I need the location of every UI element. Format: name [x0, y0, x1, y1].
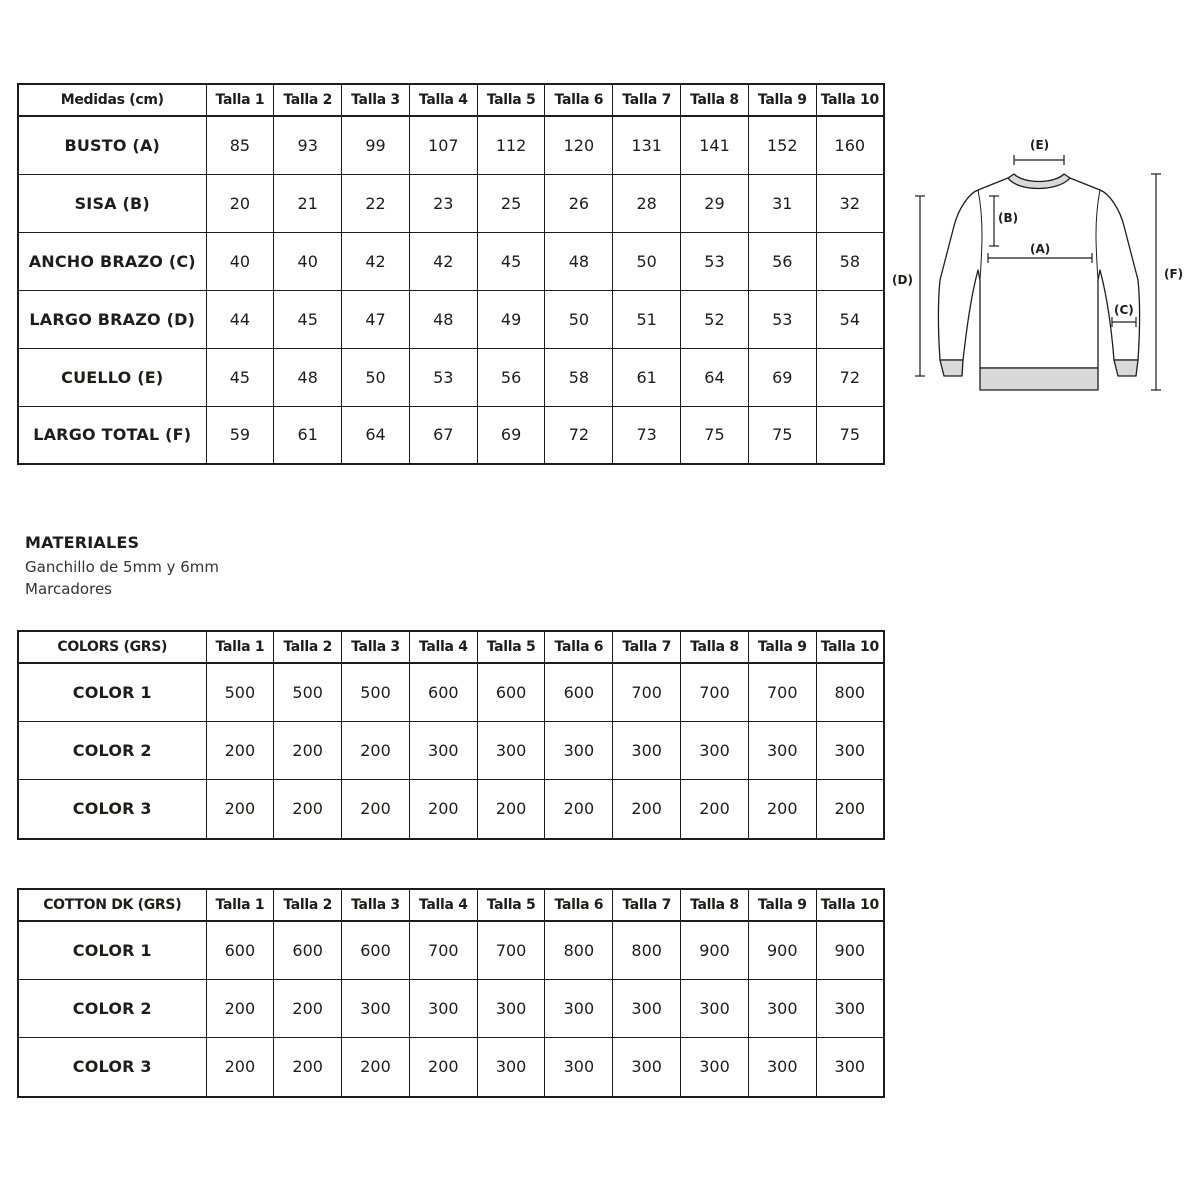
row-label: SISA (B) — [18, 174, 206, 232]
row-label: COLOR 3 — [18, 779, 206, 839]
table-row — [18, 979, 884, 1037]
size-header: Talla 4 — [409, 631, 477, 663]
table-cell: 75 — [816, 406, 884, 464]
table-cell: 56 — [477, 348, 545, 406]
table-cell: 600 — [545, 663, 613, 721]
table-cell: 40 — [206, 232, 274, 290]
table-cell: 300 — [409, 979, 477, 1037]
table-cell: 85 — [206, 116, 274, 174]
row-label: LARGO BRAZO (D) — [18, 290, 206, 348]
table-cell: 200 — [477, 779, 545, 839]
size-header: Talla 4 — [409, 84, 477, 116]
table-cell: 25 — [477, 174, 545, 232]
table-row — [18, 921, 884, 979]
table-cell: 200 — [342, 721, 410, 779]
colors-table — [17, 630, 885, 840]
table-cell: 42 — [409, 232, 477, 290]
table-cell: 300 — [816, 979, 884, 1037]
table-cell: 300 — [545, 721, 613, 779]
table-cell: 75 — [681, 406, 749, 464]
table-cell: 28 — [613, 174, 681, 232]
table-cell: 44 — [206, 290, 274, 348]
table-cell: 700 — [748, 663, 816, 721]
size-header: Talla 2 — [274, 889, 342, 921]
label-c: (C) — [1114, 303, 1134, 317]
cuff-right — [1114, 360, 1138, 376]
table-cell: 600 — [206, 921, 274, 979]
table-cell: 200 — [545, 779, 613, 839]
table-cell: 48 — [409, 290, 477, 348]
table-cell: 300 — [748, 721, 816, 779]
table-cell: 200 — [206, 721, 274, 779]
measurements-table — [17, 83, 885, 465]
table-cell: 200 — [274, 1037, 342, 1097]
size-header: Talla 7 — [613, 889, 681, 921]
table-cell: 800 — [545, 921, 613, 979]
table-cell: 300 — [816, 1037, 884, 1097]
size-header: Talla 9 — [748, 631, 816, 663]
size-header: Talla 5 — [477, 889, 545, 921]
size-header: Talla 10 — [816, 631, 884, 663]
table-cell: 47 — [342, 290, 410, 348]
table-cell: 45 — [206, 348, 274, 406]
table-cell: 200 — [409, 779, 477, 839]
table-cell: 300 — [477, 721, 545, 779]
row-label: BUSTO (A) — [18, 116, 206, 174]
size-header: Talla 9 — [748, 889, 816, 921]
armhole-seam-right — [1096, 190, 1100, 280]
size-header: Talla 3 — [342, 84, 410, 116]
table-cell: 53 — [748, 290, 816, 348]
table-cell: 200 — [681, 779, 749, 839]
table-cell: 51 — [613, 290, 681, 348]
table-cell: 300 — [613, 979, 681, 1037]
table-cell: 61 — [613, 348, 681, 406]
table-cell: 900 — [748, 921, 816, 979]
header-row — [18, 889, 884, 921]
table-cell: 64 — [342, 406, 410, 464]
table-cell: 300 — [545, 1037, 613, 1097]
table-cell: 200 — [206, 779, 274, 839]
table-cell: 200 — [206, 1037, 274, 1097]
table-row — [18, 721, 884, 779]
table-cell: 300 — [681, 979, 749, 1037]
table-cell: 300 — [477, 1037, 545, 1097]
table-cell: 75 — [748, 406, 816, 464]
table-cell: 22 — [342, 174, 410, 232]
size-header: Talla 6 — [545, 631, 613, 663]
table-cell: 32 — [816, 174, 884, 232]
row-label: COLOR 1 — [18, 663, 206, 721]
table-cell: 58 — [545, 348, 613, 406]
table-cell: 300 — [545, 979, 613, 1037]
table-cell: 48 — [274, 348, 342, 406]
table-cell: 300 — [342, 979, 410, 1037]
table-cell: 160 — [816, 116, 884, 174]
table-cell: 300 — [477, 979, 545, 1037]
label-d: (D) — [892, 273, 913, 287]
table-cell: 69 — [748, 348, 816, 406]
size-header: Talla 2 — [274, 631, 342, 663]
table-cell: 300 — [613, 1037, 681, 1097]
table-cell: 21 — [274, 174, 342, 232]
size-header: Talla 4 — [409, 889, 477, 921]
sweater-body — [939, 178, 1140, 368]
size-header: Talla 8 — [681, 84, 749, 116]
table-cell: 300 — [748, 979, 816, 1037]
table-cell: 72 — [816, 348, 884, 406]
table-cell: 200 — [748, 779, 816, 839]
table-cell: 500 — [342, 663, 410, 721]
armhole-seam-left — [978, 190, 982, 280]
table-row — [18, 779, 884, 839]
table-cell: 700 — [613, 663, 681, 721]
table-header-label: COTTON DK (GRS) — [18, 889, 206, 921]
table-cell: 56 — [748, 232, 816, 290]
materials-item: Marcadores — [25, 580, 112, 598]
table-row — [18, 116, 884, 174]
table-row — [18, 348, 884, 406]
row-label: COLOR 2 — [18, 979, 206, 1037]
size-header: Talla 1 — [206, 889, 274, 921]
materials-title: MATERIALES — [25, 533, 140, 552]
table-cell: 72 — [545, 406, 613, 464]
table-cell: 600 — [274, 921, 342, 979]
table-cell: 31 — [748, 174, 816, 232]
size-header: Talla 7 — [613, 84, 681, 116]
row-label: ANCHO BRAZO (C) — [18, 232, 206, 290]
table-cell: 131 — [613, 116, 681, 174]
table-row — [18, 1037, 884, 1097]
table-cell: 58 — [816, 232, 884, 290]
table-header-label: Medidas (cm) — [18, 84, 206, 116]
table-row — [18, 406, 884, 464]
table-cell: 53 — [409, 348, 477, 406]
table-cell: 900 — [816, 921, 884, 979]
label-f: (F) — [1164, 267, 1184, 281]
table-cell: 64 — [681, 348, 749, 406]
table-cell: 152 — [748, 116, 816, 174]
table-cell: 600 — [477, 663, 545, 721]
materials-section — [25, 533, 219, 600]
table-cell: 200 — [206, 979, 274, 1037]
table-row — [18, 232, 884, 290]
table-cell: 500 — [206, 663, 274, 721]
cuff-left — [940, 360, 963, 376]
table-cell: 300 — [681, 721, 749, 779]
table-cell: 29 — [681, 174, 749, 232]
table-cell: 107 — [409, 116, 477, 174]
cotton-dk-table — [17, 888, 885, 1098]
table-cell: 23 — [409, 174, 477, 232]
table-cell: 200 — [274, 721, 342, 779]
size-header: Talla 8 — [681, 631, 749, 663]
table-cell: 600 — [409, 663, 477, 721]
table-cell: 112 — [477, 116, 545, 174]
table-cell: 200 — [342, 1037, 410, 1097]
size-header: Talla 5 — [477, 631, 545, 663]
table-header-label: COLORS (GRS) — [18, 631, 206, 663]
table-cell: 141 — [681, 116, 749, 174]
table-row — [18, 174, 884, 232]
table-cell: 53 — [681, 232, 749, 290]
table-cell: 200 — [342, 779, 410, 839]
size-header: Talla 6 — [545, 889, 613, 921]
table-cell: 900 — [681, 921, 749, 979]
table-cell: 120 — [545, 116, 613, 174]
label-e: (E) — [1030, 138, 1050, 152]
table-cell: 300 — [681, 1037, 749, 1097]
table-cell: 52 — [681, 290, 749, 348]
table-cell: 45 — [477, 232, 545, 290]
table-cell: 59 — [206, 406, 274, 464]
neck-rib — [1008, 174, 1070, 189]
table-cell: 600 — [342, 921, 410, 979]
table-cell: 300 — [748, 1037, 816, 1097]
table-cell: 69 — [477, 406, 545, 464]
header-row — [18, 84, 884, 116]
table-cell: 300 — [816, 721, 884, 779]
table-cell: 99 — [342, 116, 410, 174]
table-cell: 40 — [274, 232, 342, 290]
table-cell: 61 — [274, 406, 342, 464]
header-row — [18, 631, 884, 663]
table-cell: 50 — [545, 290, 613, 348]
size-header: Talla 10 — [816, 84, 884, 116]
size-header: Talla 9 — [748, 84, 816, 116]
table-cell: 50 — [342, 348, 410, 406]
size-header: Talla 7 — [613, 631, 681, 663]
table-cell: 200 — [613, 779, 681, 839]
table-cell: 50 — [613, 232, 681, 290]
size-header: Talla 3 — [342, 631, 410, 663]
row-label: COLOR 3 — [18, 1037, 206, 1097]
table-cell: 20 — [206, 174, 274, 232]
size-header: Talla 6 — [545, 84, 613, 116]
table-cell: 200 — [274, 979, 342, 1037]
table-cell: 300 — [409, 721, 477, 779]
table-cell: 700 — [477, 921, 545, 979]
table-cell: 200 — [409, 1037, 477, 1097]
size-header: Talla 1 — [206, 84, 274, 116]
row-label: COLOR 1 — [18, 921, 206, 979]
materials-item: Ganchillo de 5mm y 6mm — [25, 558, 219, 576]
table-cell: 300 — [613, 721, 681, 779]
size-header: Talla 2 — [274, 84, 342, 116]
table-row — [18, 663, 884, 721]
size-header: Talla 5 — [477, 84, 545, 116]
table-cell: 500 — [274, 663, 342, 721]
table-cell: 700 — [409, 921, 477, 979]
size-header: Talla 10 — [816, 889, 884, 921]
table-cell: 42 — [342, 232, 410, 290]
waist-rib — [980, 368, 1098, 390]
table-cell: 700 — [681, 663, 749, 721]
table-cell: 73 — [613, 406, 681, 464]
size-header: Talla 1 — [206, 631, 274, 663]
table-cell: 45 — [274, 290, 342, 348]
row-label: LARGO TOTAL (F) — [18, 406, 206, 464]
table-cell: 200 — [816, 779, 884, 839]
table-cell: 67 — [409, 406, 477, 464]
label-a: (A) — [1030, 242, 1051, 256]
table-cell: 200 — [274, 779, 342, 839]
table-cell: 54 — [816, 290, 884, 348]
row-label: COLOR 2 — [18, 721, 206, 779]
table-cell: 800 — [816, 663, 884, 721]
sweater-diagram — [888, 130, 1188, 400]
table-cell: 49 — [477, 290, 545, 348]
size-header: Talla 8 — [681, 889, 749, 921]
table-row — [18, 290, 884, 348]
table-cell: 800 — [613, 921, 681, 979]
size-header: Talla 3 — [342, 889, 410, 921]
label-b: (B) — [998, 211, 1019, 225]
table-cell: 26 — [545, 174, 613, 232]
table-cell: 93 — [274, 116, 342, 174]
row-label: CUELLO (E) — [18, 348, 206, 406]
table-cell: 48 — [545, 232, 613, 290]
